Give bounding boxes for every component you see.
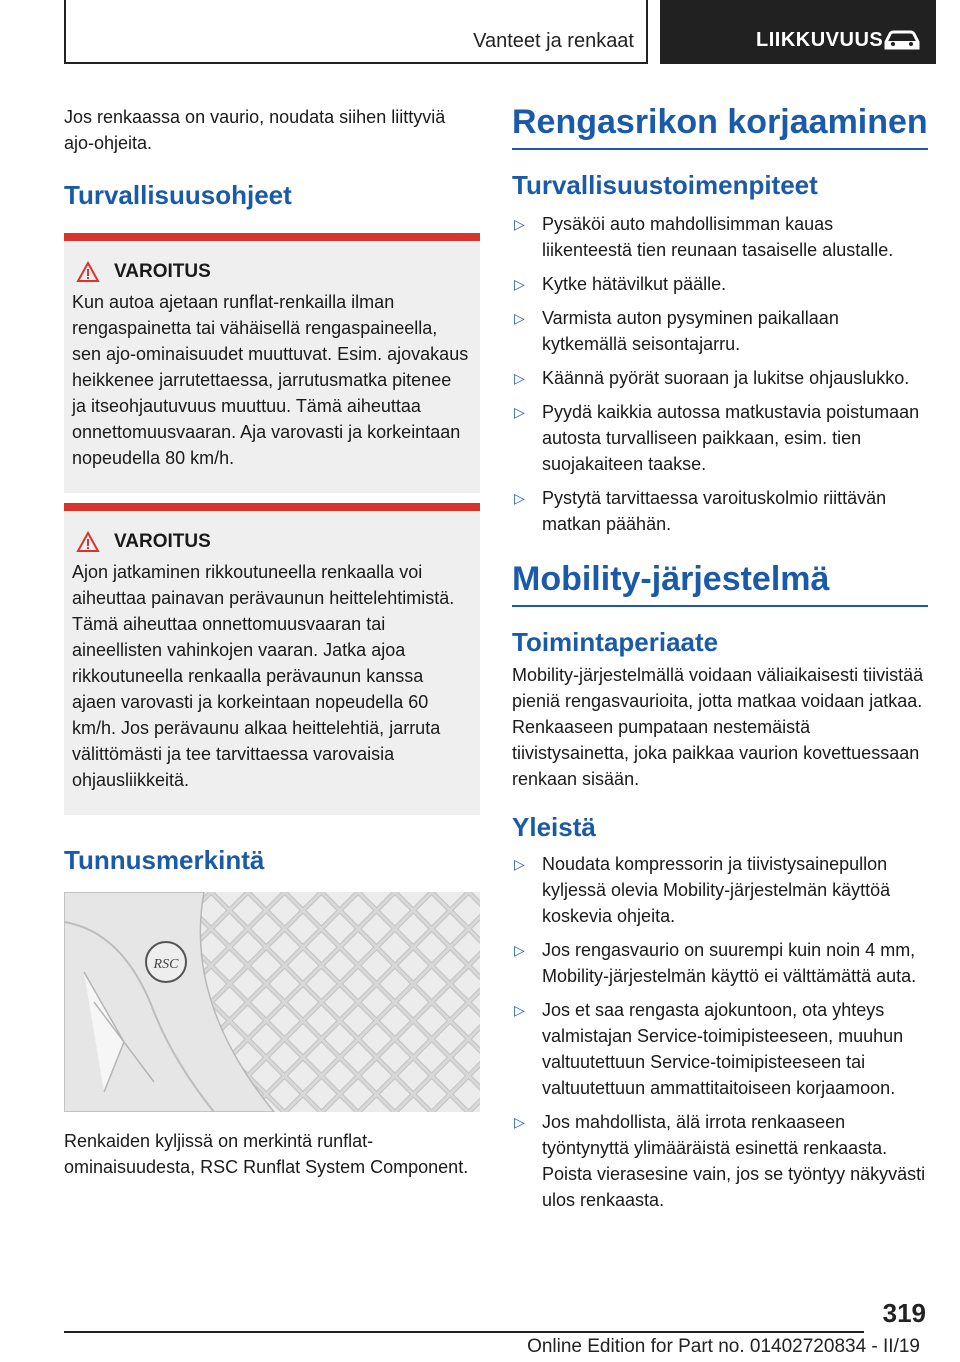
header-section-box <box>660 0 936 64</box>
mobility-title: Mobility-järjestelmä <box>512 560 830 598</box>
warning-title: VAROITUS <box>114 531 211 552</box>
footer-divider <box>64 1331 864 1333</box>
warning-triangle-icon <box>76 531 100 553</box>
triangle-bullet-icon: ▷ <box>514 310 525 326</box>
section-title-flat-tire: Rengasrikon korjaaminen <box>512 103 928 141</box>
warning-box <box>64 233 480 493</box>
measures-heading: Turvallisuustoimenpiteet <box>512 170 818 200</box>
list-item: ▷ Noudata kompressorin ja tiivistysainepullon kyljessä olevia Mobility-järjestelmän käyttöä koskevia ohjeita. <box>512 851 928 929</box>
measures-list <box>512 211 928 537</box>
left-column <box>64 104 480 1180</box>
tire-caption: Renkaiden kyljissä on merkintä runflat-ominaisuudesta, RSC Runflat System Component. <box>64 1131 469 1177</box>
warning-title: VAROITUS <box>114 261 211 282</box>
right-column <box>512 102 928 1221</box>
intro-text: Jos renkaassa on vaurio, noudata siihen liittyviä ajo-ohjeita. <box>64 107 446 153</box>
triangle-bullet-icon: ▷ <box>514 1002 525 1018</box>
triangle-bullet-icon: ▷ <box>514 942 525 958</box>
svg-text:RSC: RSC <box>153 957 179 972</box>
car-icon <box>882 28 922 52</box>
triangle-bullet-icon: ▷ <box>514 404 525 420</box>
general-heading: Yleistä <box>512 812 596 842</box>
chapter-title: Vanteet ja renkaat <box>473 30 634 52</box>
list-item: ▷ Jos mahdollista, älä irrota renkaaseen työntynyttä ylimääräistä esinettä renkaasta. Poista vierasesine vain, jos se työntyy näkyvästi ulos renkaasta. <box>512 1109 928 1213</box>
header-chapter-box <box>64 0 648 64</box>
warning-triangle-icon <box>76 261 100 283</box>
list-item: ▷ Pyydä kaikkia autossa matkustavia poistumaan autosta turvalliseen paikkaan, esim. tien suojakaiteen taakse. <box>512 399 928 477</box>
section-title: LIIKKUVUUS <box>756 29 884 51</box>
list-item: ▷ Pysäköi auto mahdollisimman kauas liikenteestä tien reunaan tasaiselle alustalle. <box>512 211 928 263</box>
page-number: 319 <box>882 1298 926 1328</box>
list-item: ▷ Pystytä tarvittaessa varoituskolmio riittävän matkan päähän. <box>512 485 928 537</box>
general-list <box>512 851 928 1213</box>
list-item: ▷ Kytke hätävilkut päälle. <box>512 271 928 297</box>
triangle-bullet-icon: ▷ <box>514 370 525 386</box>
principle-heading: Toimintaperiaate <box>512 627 719 657</box>
warning-box <box>64 503 480 815</box>
triangle-bullet-icon: ▷ <box>514 216 525 232</box>
triangle-bullet-icon: ▷ <box>514 1114 525 1130</box>
list-item: ▷ Varmista auton pysyminen paikallaan kytkemällä seisontajarru. <box>512 305 928 357</box>
triangle-bullet-icon: ▷ <box>514 276 525 292</box>
safety-heading: Turvallisuusohjeet <box>64 180 292 210</box>
warning-text: Ajon jatkaminen rikkoutuneella renkaalla voi aiheuttaa painavan perävaunun heittelehtimistä. Tämä aiheuttaa onnettomuusvaaran tai aineellisten vahinkojen vaaran. Jatka ajoa rikkoutuneella renkaalla perävaunun kanssa ajaen varovasti ja korkeintaan nopeudella 60 km/h. Jos perävaunu alkaa heittelehtiä, jarruta välittömästi ja tee tarvittaessa varovaisia ohjausliikkeitä. <box>72 562 455 790</box>
list-item: ▷ Käännä pyörät suoraan ja lukitse ohjauslukko. <box>512 365 928 391</box>
triangle-bullet-icon: ▷ <box>514 856 525 872</box>
marking-heading: Tunnusmerkintä <box>64 845 265 875</box>
tire-illustration <box>64 892 480 1112</box>
edition-text: Online Edition for Part no. 01402720834 - II/19 <box>527 1336 920 1357</box>
principle-text: Mobility-järjestelmällä voidaan väliaikaisesti tiivistää pieniä rengasvaurioita, jotta matkaa voidaan jatkaa. Renkaaseen pumpataan nestemäistä tiivistysainetta, joka paikkaa vaurion kovettuessaan renkaan sisään. <box>512 665 924 789</box>
list-item: ▷ Jos et saa rengasta ajokuntoon, ota yhteys valmistajan Service-toimipisteeseen, muuhun valtuutettuun Service-toimipisteeseen tai valtuutettuun ammattitaitoiseen korjaamoon. <box>512 997 928 1101</box>
warning-text: Kun autoa ajetaan runflat-renkailla ilman rengaspainetta tai vähäisellä rengaspaineella, sen ajo-ominaisuudet muuttuvat. Esim. ajovakaus heikkenee jarrutettaessa, jarrutusmatka pitenee ja itseohjautuvuus muuttuu. Tämä aiheuttaa onnettomuusvaaran. Aja varovasti ja korkeintaan nopeudella 80 km/h. <box>72 292 469 468</box>
list-item: ▷ Jos rengasvaurio on suurempi kuin noin 4 mm, Mobility-järjestelmän käyttö ei välttämättä auta. <box>512 937 928 989</box>
triangle-bullet-icon: ▷ <box>514 490 525 506</box>
